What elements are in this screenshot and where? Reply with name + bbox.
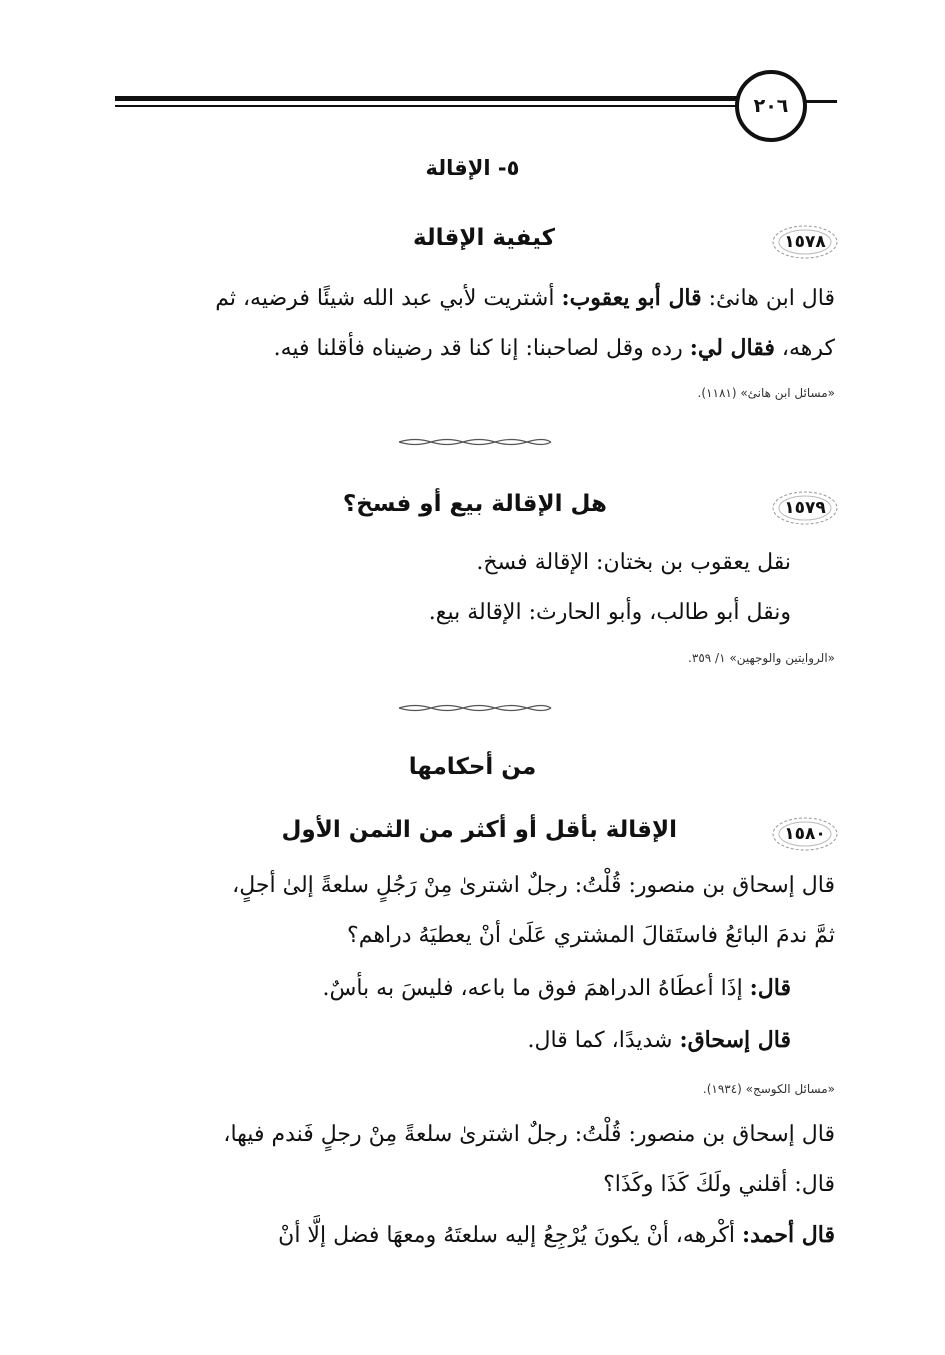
paragraph-line: قال إسحاق بن منصور: قُلْتُ: رجلٌ اشترىٰ سلعةً مِنْ رجلٍ فَندم فيها، bbox=[223, 1122, 835, 1147]
paragraph-line: كرهه، فقال لي: رده وقل لصاحبنا: إنا كنا قد رضيناه فأقلنا فيه. bbox=[273, 335, 835, 361]
subchapter-title: من أحكامها bbox=[408, 754, 537, 780]
paragraph-line: نقل يعقوب بن بختان: الإقالة فسخ. bbox=[476, 550, 791, 575]
section-title: الإقالة بأقل أو أكثر من الثمن الأول bbox=[281, 817, 677, 843]
page-number-badge bbox=[735, 70, 807, 142]
answer-line: قال إسحاق: شديدًا، كما قال. bbox=[527, 1027, 791, 1053]
answer-label: قال أحمد: bbox=[742, 1222, 835, 1248]
answer-label: قال إسحاق: bbox=[679, 1027, 791, 1053]
header-rule-thin bbox=[115, 105, 737, 107]
paragraph-line: قال: أقلني ولَكَ كَذَا وكَذَا؟ bbox=[603, 1172, 835, 1197]
answer-label: قال: bbox=[749, 975, 791, 1001]
paragraph-line: ونقل أبو طالب، وأبو الحارث: الإقالة بيع. bbox=[428, 600, 791, 625]
paragraph-line: قال إسحاق بن منصور: قُلْتُ: رجلٌ اشترىٰ مِنْ رَجُلٍ سلعةً إلىٰ أجلٍ، bbox=[232, 873, 835, 898]
citation: «مسائل الكوسج» (١٩٣٤). bbox=[702, 1082, 835, 1096]
paragraph-line: ثمَّ ندمَ البائعُ فاستَقالَ المشتري عَلَىٰ أنْ يعطيَهُ دراهم؟ bbox=[347, 923, 835, 948]
section-number: ١٥٨٠ bbox=[784, 824, 826, 844]
section-number-badge bbox=[770, 488, 840, 528]
section-title: هل الإقالة بيع أو فسخ؟ bbox=[342, 491, 607, 517]
section-number-badge bbox=[770, 814, 840, 854]
section-number: ١٥٧٨ bbox=[784, 232, 826, 252]
section-number: ١٥٧٩ bbox=[784, 498, 826, 518]
citation: «مسائل ابن هانئ» (١١٨١). bbox=[697, 386, 835, 400]
citation: «الروايتين والوجهين» ١/ ٣٥٩. bbox=[688, 651, 835, 665]
header-rule-thick bbox=[115, 96, 737, 101]
answer-line: قال أحمد: أكْرهه، أنْ يكونَ يُرْجِعُ إليه سلعتَهُ ومعهَا فضل إلَّا أنْ bbox=[278, 1222, 835, 1248]
answer-line: قال: إذَا أعطَاهُ الدراهمَ فوق ما باعه، فليسَ به بأسٌ. bbox=[322, 975, 791, 1001]
paragraph-line: قال ابن هانئ: قال أبو يعقوب: أشتريت لأبي عبد الله شيئًا فرضيه، ثم bbox=[215, 285, 835, 311]
chapter-title: ٥- الإقالة bbox=[425, 156, 520, 180]
section-title: كيفية الإقالة bbox=[413, 225, 555, 251]
section-number-badge bbox=[770, 222, 840, 262]
page-number: ٢٠٦ bbox=[753, 95, 789, 117]
divider-ornament-icon bbox=[395, 437, 555, 447]
divider-ornament-icon bbox=[395, 703, 555, 713]
